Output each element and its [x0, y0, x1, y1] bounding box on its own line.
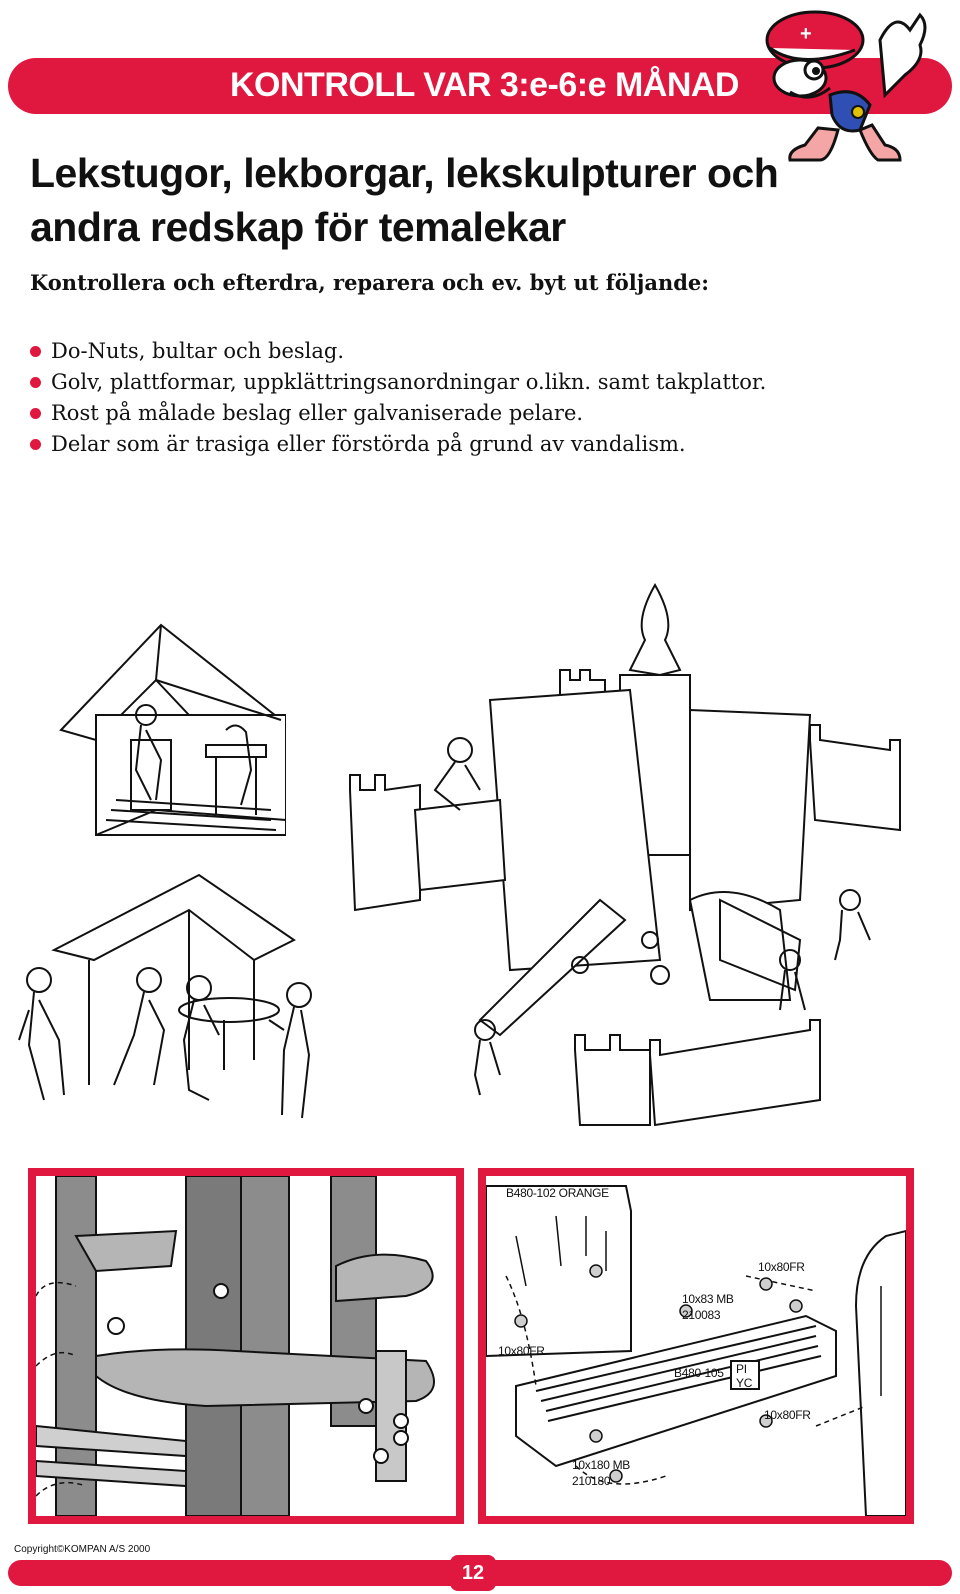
playhouse-illustration [56, 620, 286, 845]
page-title: Lekstugor, lekborgar, lekskulpturer och andra redskap för temalekar [30, 150, 779, 250]
part-label-deck-tag-1: PI [736, 1362, 747, 1376]
page-number: 12 [450, 1555, 496, 1591]
castle-playground-illustration [330, 580, 930, 1140]
part-label-deck: B480-105 [674, 1366, 724, 1380]
bullet-icon [30, 439, 41, 450]
copyright-notice: Copyright©KOMPAN A/S 2000 [14, 1544, 151, 1555]
list-item: Golv, plattformar, uppklättringsanordningar o.likn. samt takplattor. [30, 367, 930, 398]
part-label-bolt-mid-code: 210083 [682, 1308, 721, 1322]
instruction-subtitle: Kontrollera och efterdra, reparera och ev. byt ut följande: [30, 270, 710, 295]
svg-text:+: + [800, 23, 812, 45]
detail-panel-right [478, 1168, 914, 1524]
checklist [30, 336, 930, 460]
part-label-bolt-bottom-code: 210180 [572, 1474, 611, 1488]
detail-panel-left [28, 1168, 464, 1524]
mascot-illustration [760, 0, 960, 165]
part-label-bolt-left: 10x80FR [498, 1344, 545, 1358]
list-item: Rost på målade beslag eller galvaniserade pelare. [30, 398, 930, 429]
part-label-panel: B480-102 ORANGE [506, 1186, 609, 1200]
part-label-bolt-top: 10x80FR [758, 1260, 805, 1274]
playhouse-kids-illustration [14, 870, 319, 1130]
part-label-deck-tag-2: YC [736, 1376, 753, 1390]
part-label-bolt-mid-size: 10x83 MB [682, 1292, 734, 1306]
bullet-icon [30, 408, 41, 419]
part-label-bolt-right: 10x80FR [764, 1408, 811, 1422]
list-item: Do-Nuts, bultar och beslag. [30, 336, 930, 367]
header-title: KONTROLL VAR 3:e-6:e MÅNAD [230, 66, 739, 104]
list-item: Delar som är trasiga eller förstörda på grund av vandalism. [30, 429, 930, 460]
bullet-icon [30, 377, 41, 388]
part-label-bolt-bottom-size: 10x180 MB [572, 1458, 631, 1472]
bullet-icon [30, 346, 41, 357]
